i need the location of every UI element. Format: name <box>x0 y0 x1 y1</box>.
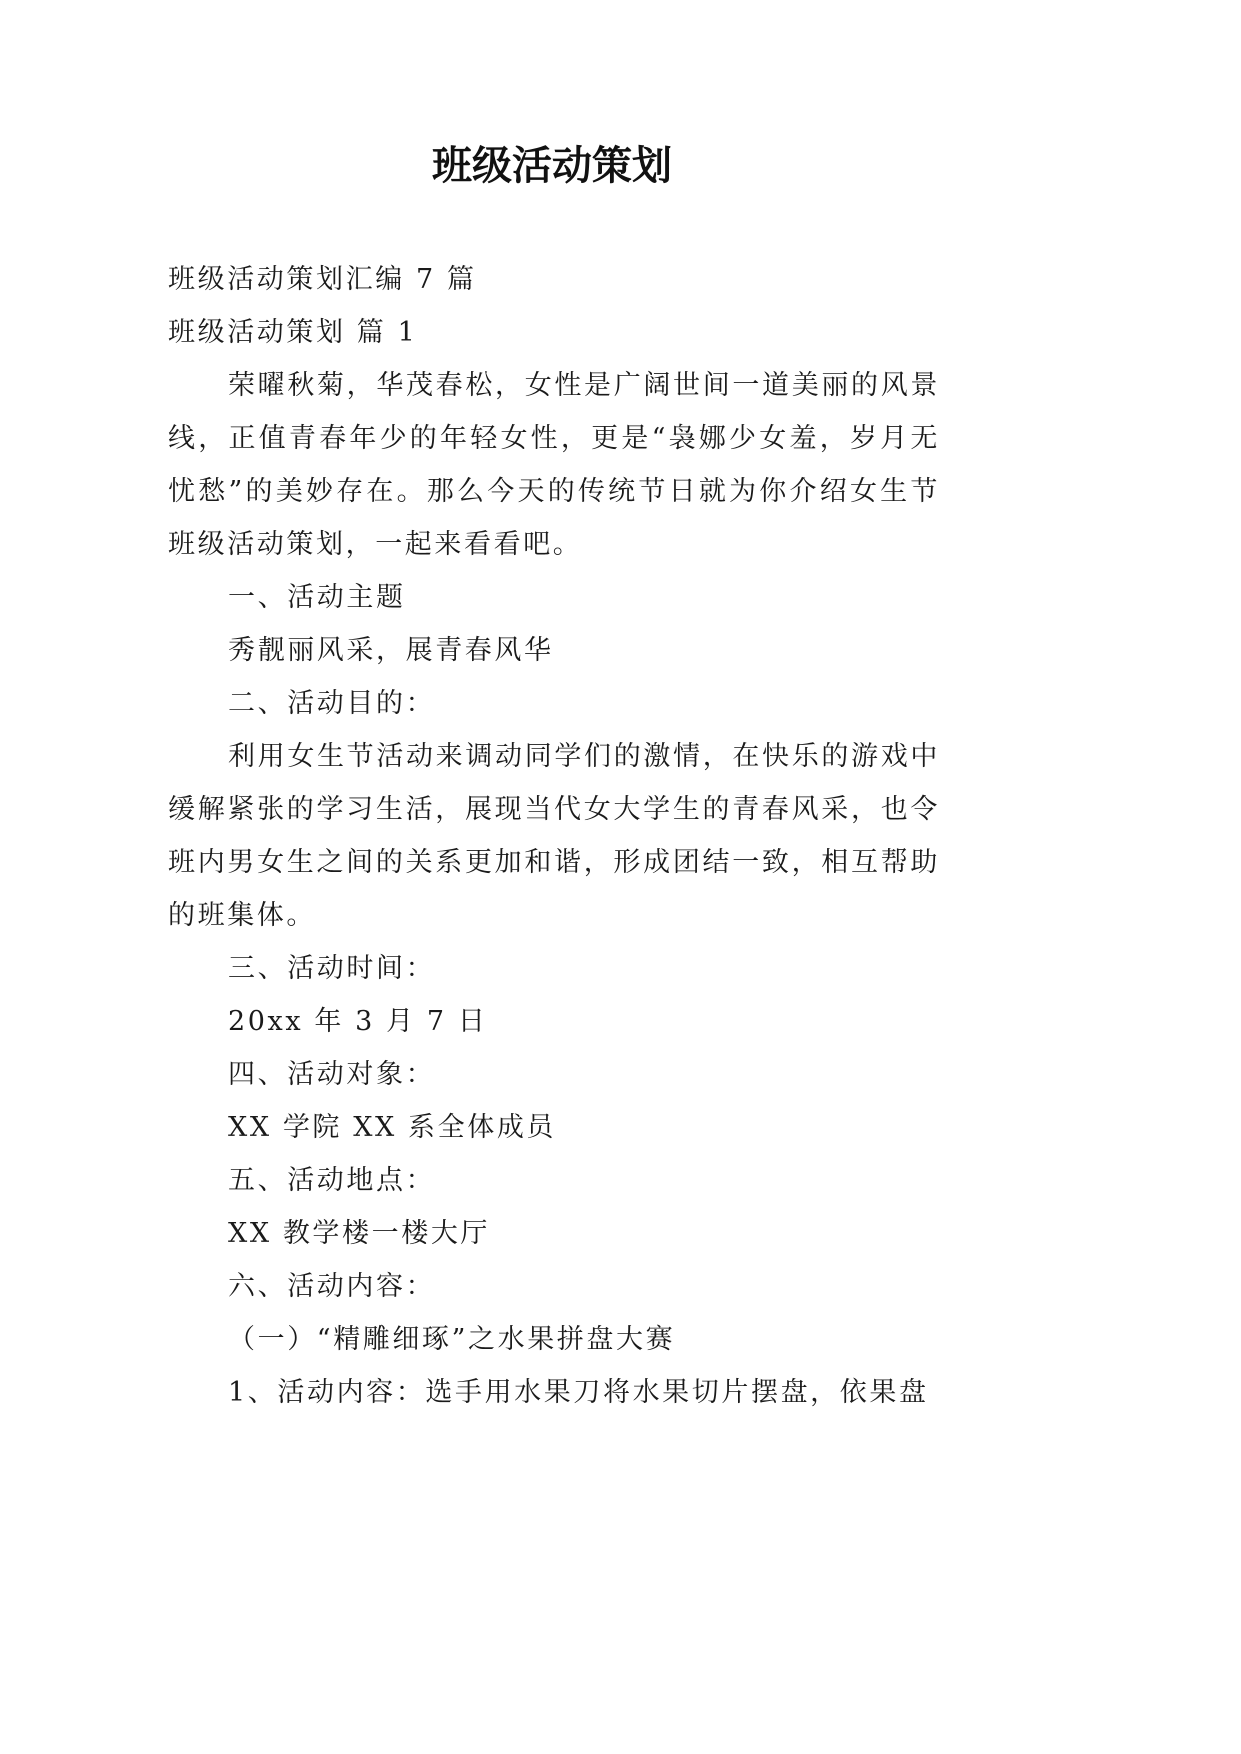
paragraph-fruit-contest-detail: 1、活动内容：选手用水果刀将水果切片摆盘，依果盘 <box>228 1377 929 1408</box>
paragraph-theme: 秀靓丽风采，展青春风华 <box>228 635 554 666</box>
paragraph-purpose: 利用女生节活动来调动同学们的激情，在快乐的游戏中缓解紧张的学习生活，展现当代女大学生的青春风采，也令班内男女生之间的关系更加和谐，形成团结一致，相互帮助的班集体。 <box>168 741 940 931</box>
paragraph-heading-time: 三、活动时间： <box>228 953 436 984</box>
paragraph-collection-title: 班级活动策划汇编 7 篇 <box>168 264 477 295</box>
paragraph-heading-purpose: 二、活动目的： <box>228 688 436 719</box>
paragraph-audience: XX 学院 XX 系全体成员 <box>228 1112 557 1143</box>
paragraph-heading-audience: 四、活动对象： <box>228 1059 436 1090</box>
paragraph-subheading-fruit-contest: （一）“精雕细琢”之水果拼盘大赛 <box>228 1324 676 1355</box>
paragraph-time: 20xx 年 3 月 7 日 <box>228 1006 488 1037</box>
paragraph-intro: 荣曜秋菊，华茂春松，女性是广阔世间一道美丽的风景线，正值青春年少的年轻女性，更是“袅娜少女羞，岁月无忧愁”的美妙存在。那么今天的传统节日就为你介绍女生节班级活动策划，一起来看看吧。 <box>168 370 940 560</box>
paragraph-heading-location: 五、活动地点： <box>228 1165 436 1196</box>
paragraph-location: XX 教学楼一楼大厅 <box>228 1218 491 1249</box>
document-body <box>168 253 940 1419</box>
paragraph-heading-content: 六、活动内容： <box>228 1271 436 1302</box>
paragraph-heading-theme: 一、活动主题 <box>228 582 406 613</box>
paragraph-section-heading: 班级活动策划 篇 1 <box>168 317 418 348</box>
document-title: 班级活动策划 <box>432 142 672 189</box>
